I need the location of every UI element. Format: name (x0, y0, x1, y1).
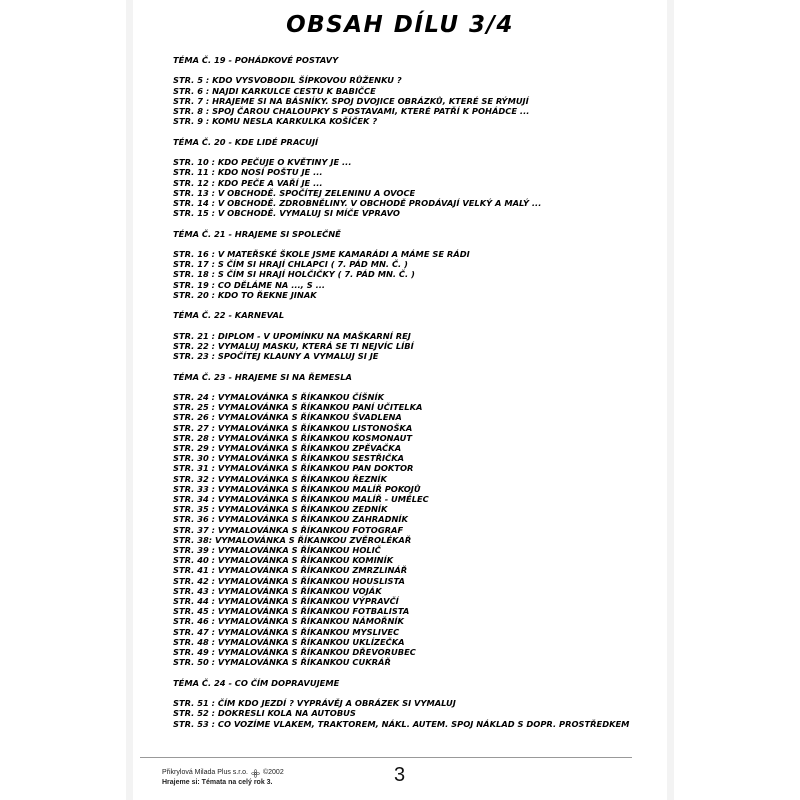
toc-section (173, 678, 633, 729)
toc-entry: STR. 18 : S ČÍM SI HRAJÍ HOLČIČKY ( 7. PÁD MN. Č. ) (173, 269, 415, 280)
toc-entry: STR. 45 : VYMALOVÁNKA S ŘÍKANKOU FOTBALISTA (173, 606, 410, 617)
toc-entry: STR. 47 : VYMALOVÁNKA S ŘÍKANKOU MYSLIVEC (173, 626, 400, 637)
toc-entry: STR. 5 : KDO VYSVOBODIL ŠÍPKOVOU RŮŽENKU ? (173, 75, 402, 86)
toc-entry: STR. 11 : KDO NOSÍ POŠTU JE ... (173, 167, 323, 178)
toc-entry: STR. 32 : VYMALOVÁNKA S ŘÍKANKOU ŘEZNÍK (173, 473, 387, 484)
toc-entry: STR. 23 : SPOČÍTEJ KLAUNY A VYMALUJ SI JE (173, 351, 379, 362)
toc-entry: STR. 40 : VYMALOVÁNKA S ŘÍKANKOU KOMINÍK (173, 555, 394, 566)
footer-divider (140, 757, 632, 758)
page-title: OBSAH DÍLU 3/4 (286, 12, 514, 38)
toc-entry: STR. 37 : VYMALOVÁNKA S ŘÍKANKOU FOTOGRAF (173, 524, 404, 535)
toc-entry: STR. 10 : KDO PEČUJE O KVĚTINY JE ... (173, 157, 352, 168)
toc-entry: STR. 17 : S ČÍM SI HRAJÍ CHLAPCI ( 7. PÁD MN. Č. ) (173, 259, 408, 270)
toc-entry: STR. 26 : VYMALOVÁNKA S ŘÍKANKOU ŠVADLENA (173, 412, 402, 423)
toc-entry: STR. 24 : VYMALOVÁNKA S ŘÍKANKOU ČÍŠNÍK (173, 392, 384, 402)
page-edge-right (667, 0, 674, 800)
toc-entry: STR. 27 : VYMALOVÁNKA S ŘÍKANKOU LISTONOŠKA (173, 422, 413, 433)
toc-entry: STR. 16 : V MATEŘSKÉ ŠKOLE JSME KAMARÁDI A MÁME SE RÁDI (173, 249, 470, 259)
toc-entry: STR. 41 : VYMALOVÁNKA S ŘÍKANKOU ZMRZLINÁŘ (173, 565, 408, 576)
toc-entry: STR. 21 : DIPLOM - V UPOMÍNKU NA MAŠKARNÍ REJ (173, 330, 411, 341)
toc-section (173, 372, 633, 668)
toc-entry: STR. 53 : CO VOZÍME VLAKEM, TRAKTOREM, NÁKL. AUTEM. SPOJ NÁKLAD S DOPR. PROSTŘEDKEM (173, 718, 630, 729)
toc-entry: STR. 30 : VYMALOVÁNKA S ŘÍKANKOU SESTŘIČKA (173, 453, 405, 464)
toc-entry: STR. 34 : VYMALOVÁNKA S ŘÍKANKOU MALÍŘ - UMĚLEC (173, 494, 429, 505)
toc-entry: STR. 35 : VYMALOVÁNKA S ŘÍKANKOU ZEDNÍK (173, 504, 388, 515)
toc-entry: STR. 19 : CO DĚLÁME NA ..., S ... (173, 279, 326, 290)
toc-entry: STR. 39 : VYMALOVÁNKA S ŘÍKANKOU HOLIČ (173, 545, 381, 556)
toc-entry: STR. 14 : V OBCHODĚ. ZDROBNĚLINY. V OBCHODĚ PRODÁVAJÍ VELKÝ A MALÝ ... (173, 197, 542, 208)
flower-logo-icon (251, 769, 260, 778)
toc-entry: STR. 49 : VYMALOVÁNKA S ŘÍKANKOU DŘEVORUBEC (173, 647, 416, 658)
toc-topic-heading: TÉMA Č. 24 - CO ČÍM DOPRAVUJEME (173, 677, 340, 688)
footer-info (162, 768, 284, 788)
toc-entry: STR. 52 : DOKRESLI KOLA NA AUTOBUS (173, 708, 356, 719)
toc-entry: STR. 28 : VYMALOVÁNKA S ŘÍKANKOU KOSMONAUT (173, 432, 413, 443)
toc-entry: STR. 44 : VYMALOVÁNKA S ŘÍKANKOU VÝPRAVČÍ (173, 596, 399, 607)
toc-section (173, 55, 633, 126)
toc-entry: STR. 25 : VYMALOVÁNKA S ŘÍKANKOU PANÍ UČITELKA (173, 402, 423, 413)
toc-entry: STR. 6 : NAJDI KARKULCE CESTU K BABIČCE (173, 85, 376, 96)
toc-entry: STR. 13 : V OBCHODĚ. SPOČÍTEJ ZELENINU A OVOCE (173, 187, 416, 198)
toc-entry: STR. 36 : VYMALOVÁNKA S ŘÍKANKOU ZAHRADNÍK (173, 514, 408, 525)
series-title: Hrajeme si: Témata na celý rok 3. (162, 779, 273, 786)
toc-entry: STR. 8 : SPOJ ČAROU CHALOUPKY S POSTAVAMI, KTERÉ PATŘÍ K POHÁDCE ... (173, 106, 530, 116)
copyright: ©2002 (262, 769, 284, 776)
toc-topic-heading: TÉMA Č. 21 - HRAJEME SI SPOLEČNĚ (173, 228, 341, 239)
page-number: 3 (394, 764, 406, 786)
toc-entry: STR. 42 : VYMALOVÁNKA S ŘÍKANKOU HOUSLISTA (173, 575, 405, 586)
toc-entry: STR. 20 : KDO TO ŘEKNE JINAK (173, 289, 317, 300)
toc-entry: STR. 15 : V OBCHODĚ. VYMALUJ SI MÍČE VPRAVO (173, 208, 400, 219)
toc-entry: STR. 50 : VYMALOVÁNKA S ŘÍKANKOU CUKRÁŘ (173, 657, 391, 668)
table-of-contents (173, 55, 633, 739)
toc-section (173, 229, 633, 300)
page-edge-left (126, 0, 133, 800)
toc-entry: STR. 48 : VYMALOVÁNKA S ŘÍKANKOU UKLÍZEČKA (173, 636, 405, 647)
toc-entry: STR. 29 : VYMALOVÁNKA S ŘÍKANKOU ZPĚVAČKA (173, 443, 402, 454)
toc-entry: STR. 51 : ČÍM KDO JEZDÍ ? VYPRÁVĚJ A OBRÁZEK SI VYMALUJ (173, 698, 456, 709)
toc-section (173, 310, 633, 361)
toc-topic-heading: TÉMA Č. 19 - POHÁDKOVÉ POSTAVY (173, 55, 339, 65)
toc-topic-heading: TÉMA Č. 23 - HRAJEME SI NA ŘEMESLA (173, 371, 352, 382)
toc-entry: STR. 12 : KDO PEČE A VAŘÍ JE ... (173, 177, 323, 188)
toc-entry: STR. 46 : VYMALOVÁNKA S ŘÍKANKOU NÁMOŘNÍK (173, 616, 404, 627)
toc-topic-heading: TÉMA Č. 22 - KARNEVAL (173, 310, 285, 321)
publisher-name: Přikrylová Milada Plus s.r.o. (162, 769, 248, 776)
toc-entry: STR. 22 : VYMALUJ MASKU, KTERÁ SE TI NEJVÍC LÍBÍ (173, 340, 414, 351)
toc-entry: STR. 7 : HRAJEME SI NA BÁSNÍKY. SPOJ DVOJICE OBRÁZKŮ, KTERÉ SE RÝMUJÍ (173, 95, 529, 106)
toc-section (173, 137, 633, 219)
toc-entry: STR. 33 : VYMALOVÁNKA S ŘÍKANKOU MALÍŘ POKOJŮ (173, 483, 421, 494)
toc-entry: STR. 31 : VYMALOVÁNKA S ŘÍKANKOU PAN DOKTOR (173, 463, 414, 474)
toc-entry: STR. 38: VYMALOVÁNKA S ŘÍKANKOU ZVĚROLÉKAŘ (173, 534, 412, 545)
toc-topic-heading: TÉMA Č. 20 - KDE LIDÉ PRACUJÍ (173, 136, 319, 147)
toc-entry: STR. 43 : VYMALOVÁNKA S ŘÍKANKOU VOJÁK (173, 585, 382, 596)
toc-entry: STR. 9 : KOMU NESLA KARKULKA KOŠÍČEK ? (173, 116, 378, 127)
